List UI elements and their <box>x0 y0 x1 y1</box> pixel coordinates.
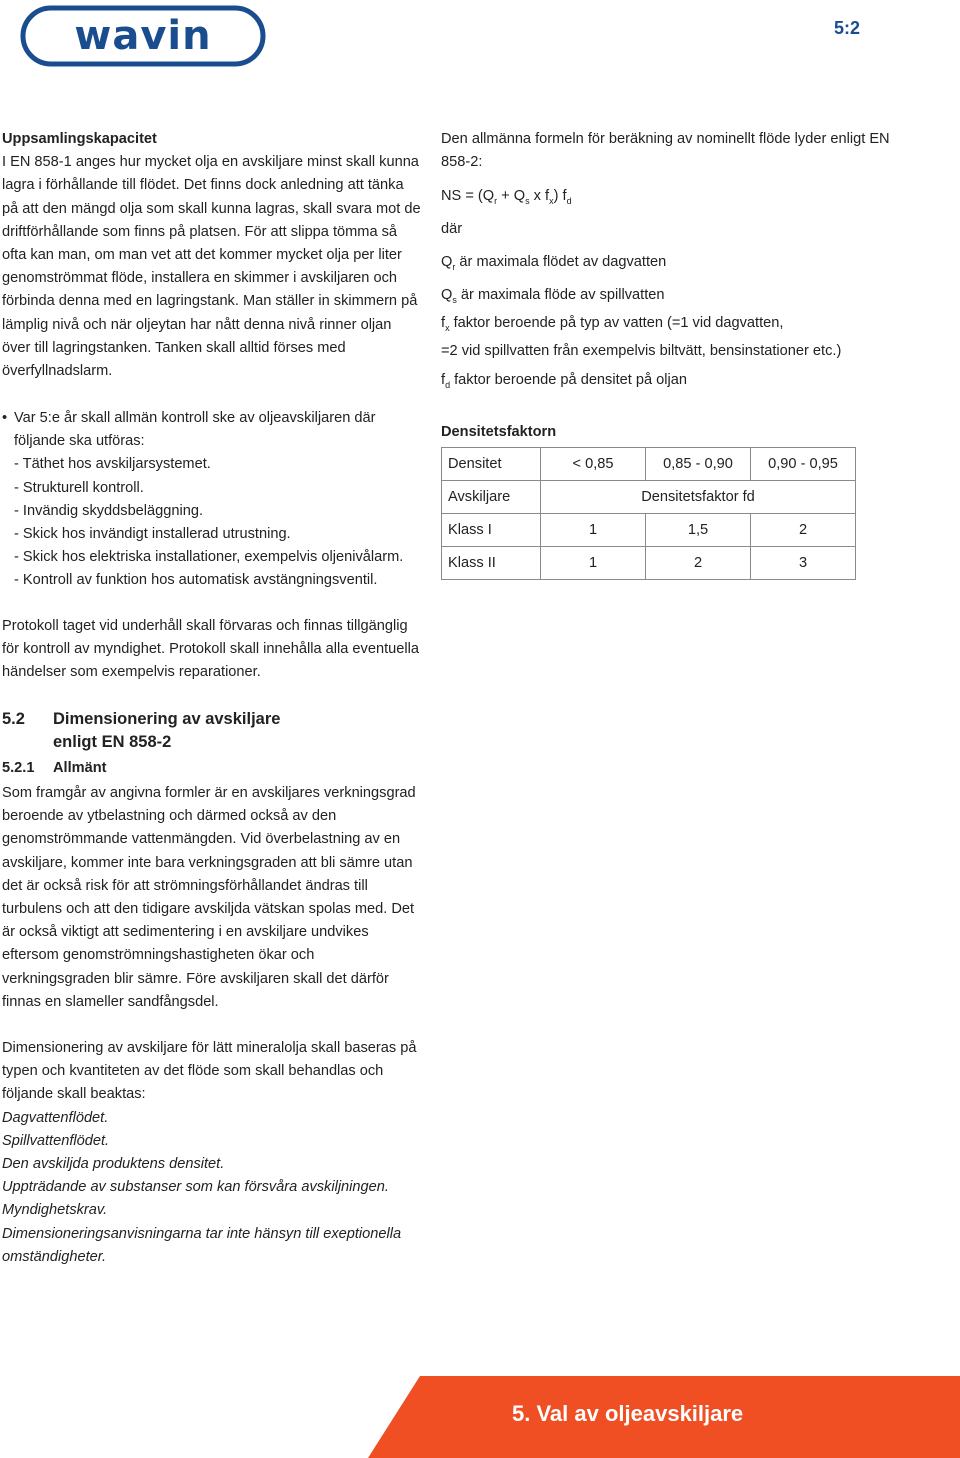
list-item: - Invändig skyddsbeläggning. <box>14 502 204 519</box>
table-cell: Densitetsfaktor fd <box>541 481 856 514</box>
subheading-title: Allmänt <box>53 760 107 776</box>
formula: NS = ($Q_r + Q_s$ x $f_x$) $f_d$ <box>441 188 572 206</box>
table-row <box>442 514 856 547</box>
fx-definition: $f_x$ faktor beroende på typ av vatten (=1 vid dagvatten, =2 vid spillvatten från exempelvis biltvätt, bensinstationer etc.) <box>441 315 842 360</box>
section-heading-5-2 <box>2 708 280 754</box>
heading-line2: enligt EN 858-2 <box>53 733 172 751</box>
protocol-paragraph: Protokoll taget vid underhåll skall förvaras och finnas tillgänglig för kontroll av myndighet. Protokoll skall innehålla alla eventuella händelser som exempelvis reparationer. <box>2 618 419 681</box>
table-cell: 3 <box>751 547 856 580</box>
italic-item: Den avskiljda produktens densitet. <box>2 1156 225 1173</box>
table-title: Densitetsfaktorn <box>441 424 557 440</box>
dar-label: där <box>441 221 463 237</box>
section-body: I EN 858-1 anges hur mycket olja en avskiljare minst skall kunna lagra i förhållande till flödet. Det finns dock anledning att tänka på att den mängd olja som skall kunna lagras, skall svara mot de driftförhållande som finns på platsen. För att slippa tömma så ofta kan man, om man vet att det kommer mycket olja per liter genomströmmat flöde, installera en skimmer i avskiljaren och förbinda denna med en lagringstank. Man ställer in skimmern på lämplig nivå och när oljeytan har nått denna nivå rinner oljan över till lagringstanken. Tanken skall alltid förses med överfyllnadslarm. <box>2 154 421 380</box>
table-row <box>442 481 856 514</box>
formula-intro: Den allmänna formeln för beräkning av nominellt flöde lyder enligt EN 858-2: <box>441 131 890 171</box>
list-item: - Strukturell kontroll. <box>14 479 144 496</box>
list-item: - Skick hos elektriska installationer, exempelvis oljenivålarm. <box>14 549 404 566</box>
table-cell: Klass II <box>442 547 541 580</box>
logo-wordmark: wavin <box>74 13 212 59</box>
inspection-list <box>2 407 422 593</box>
subheading-number: 5.2.1 <box>2 760 35 776</box>
dimensioning-paragraph: Dimensionering av avskiljare för lätt mineralolja skall baseras på typen och kvantiteten av det flöde som skall behandlas och följande skall beaktas: <box>2 1040 417 1103</box>
table-cell: 1 <box>541 547 646 580</box>
allmant-paragraph: Som framgår av angivna formler är en avskiljares verkningsgrad beroende av ytbelastning och därmed också av den genomströmmande vattenmängden. Vid överbelastning av en avskiljare, kommer inte bara verkningsgraden att bli sämre utan det är också risk för att strömningsförhållandet ändras till turbulens och att den tidigare avskiljda vätskan spolas med. Det är också viktigt att sedimentering i en avskiljare undvikes eftersom genomströmningshastigheten ökar och verkningsgraden blir sämre. Före avskiljaren skall det därför finnas en slameller sandfångsdel. <box>2 785 416 1010</box>
table-cell: 1,5 <box>646 514 751 547</box>
list-item: - Täthet hos avskiljarsystemet. <box>14 456 211 473</box>
table-cell: 0,90 - 0,95 <box>751 448 856 481</box>
wavin-logo <box>20 5 266 67</box>
table-row <box>442 547 856 580</box>
list-item: - Skick hos invändigt installerad utrustning. <box>14 526 291 543</box>
chapter-banner <box>0 1376 960 1458</box>
qs-definition: $Q_s$ är maximala flöde av spillvatten <box>441 287 665 305</box>
table-cell: 1 <box>541 514 646 547</box>
bullet-intro: Var 5:e år skall allmän kontroll ske av oljeavskiljaren där följande ska utföras: <box>14 410 376 450</box>
table-cell: Densitet <box>442 448 541 481</box>
table-cell: 2 <box>751 514 856 547</box>
qr-definition: $Q_r$ är maximala flödet av dagvatten <box>441 254 667 272</box>
list-item: - Kontroll av funktion hos automatisk avstängningsventil. <box>14 572 378 589</box>
density-table <box>441 447 856 580</box>
italic-item: Dimensioneringsanvisningarna tar inte hänsyn till exeptionella omständigheter. <box>2 1225 402 1265</box>
fd-definition: $f_d$ faktor beroende på densitet på oljan <box>441 372 687 390</box>
table-row <box>442 448 856 481</box>
table-cell: Avskiljare <box>442 481 541 514</box>
italic-item: Dagvattenflödet. <box>2 1109 109 1126</box>
dimensioning-section <box>2 1037 422 1269</box>
subheading-5-2-1 <box>2 760 107 776</box>
italic-item: Myndighetskrav. <box>2 1202 108 1219</box>
table-cell: Klass I <box>442 514 541 547</box>
bullet-icon: • <box>2 410 8 426</box>
heading-line1: Dimensionering av avskiljare <box>53 710 281 728</box>
table-cell: 0,85 - 0,90 <box>646 448 751 481</box>
chapter-title: 5. Val av oljeavskiljare <box>512 1401 744 1426</box>
table-cell: < 0,85 <box>541 448 646 481</box>
page-number: 5:2 <box>833 18 860 38</box>
italic-item: Uppträdande av substanser som kan försvåra avskiljningen. <box>2 1179 389 1196</box>
section-uppsamling <box>2 128 422 383</box>
italic-item: Spillvattenflödet. <box>2 1132 110 1149</box>
table-cell: 2 <box>646 547 751 580</box>
section-title: Uppsamlingskapacitet <box>2 131 157 147</box>
heading-number: 5.2 <box>2 710 25 728</box>
